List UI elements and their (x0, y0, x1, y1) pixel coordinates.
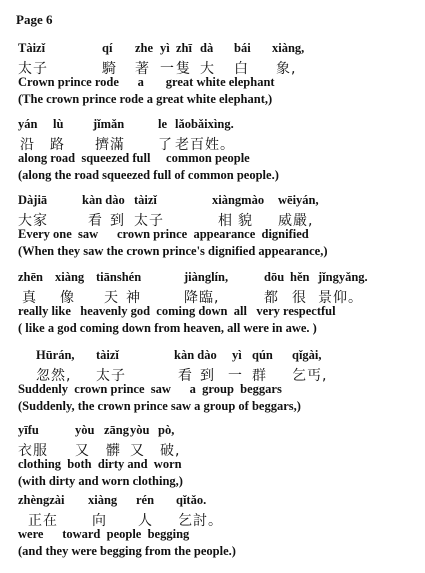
hanzi-word: 破, (160, 443, 181, 459)
pinyin-line (0, 270, 425, 287)
pinyin-word: hěn (290, 270, 310, 284)
pinyin-line (0, 423, 425, 440)
pinyin-line (0, 41, 425, 58)
translation-line (0, 92, 425, 109)
pinyin-word: lǎobǎixìng. (175, 117, 234, 131)
translation-line (0, 244, 425, 261)
pinyin-word: kàn dào (174, 348, 217, 362)
hanzi-word: 路 (50, 137, 65, 153)
pinyin-line (0, 493, 425, 510)
hanzi-word: 威嚴, (278, 213, 314, 229)
pinyin-word: zāng (104, 423, 129, 437)
hanzi-word: 都 (264, 290, 279, 306)
pinyin-line (0, 348, 425, 365)
pinyin-word: rén (136, 493, 155, 507)
pinyin-word: kàn dào (82, 193, 125, 207)
pinyin-word: yì (232, 348, 242, 362)
hanzi-word: 象, (276, 61, 297, 77)
pinyin-word: jiànglín, (184, 270, 229, 284)
hanzi-word: 很 (292, 290, 307, 306)
hanzi-line (0, 440, 425, 457)
pinyin-word: yòu (130, 423, 150, 437)
pinyin-word: qǐtǎo. (176, 493, 207, 507)
hanzi-word: 看 (178, 368, 193, 384)
hanzi-word: 又 (130, 443, 145, 459)
translation-text: (Suddenly, the crown prince saw a group of beggars,) (18, 399, 301, 413)
english-gloss-line (0, 151, 425, 168)
hanzi-word: 擠滿 (95, 137, 125, 153)
translation-text: (When they saw the crown prince's dignified appearance,) (18, 244, 328, 258)
pinyin-word: xiàngmào (212, 193, 265, 207)
hanzi-line (0, 365, 425, 382)
translation-text: (with dirty and worn clothing,) (18, 474, 183, 488)
english-gloss-line (0, 304, 425, 321)
gloss-text: really like heavenly god coming down all very respectful (18, 304, 336, 318)
pinyin-word: tiānshén (96, 270, 142, 284)
pinyin-word: le (158, 117, 168, 131)
pinyin-word: qǐgài, (292, 348, 322, 362)
pinyin-word: dōu (264, 270, 285, 284)
hanzi-word: 太子 (18, 61, 48, 77)
hanzi-word: 騎 (102, 61, 117, 77)
pinyin-word: yīfu (18, 423, 39, 437)
pinyin-word: tàizǐ (96, 348, 119, 362)
translation-text: (The crown prince rode a great white elephant,) (18, 92, 273, 106)
pinyin-word: Dàjiā (18, 193, 48, 207)
hanzi-word: 太子 (96, 368, 126, 384)
pinyin-line (0, 193, 425, 210)
english-gloss-line (0, 527, 425, 544)
hanzi-word: 正在 (28, 513, 58, 529)
english-gloss-line (0, 382, 425, 399)
pinyin-word: qún (252, 348, 273, 362)
hanzi-word: 乞討。 (178, 513, 223, 529)
hanzi-word: 真 (22, 290, 37, 306)
pinyin-word: yán (18, 117, 38, 131)
pinyin-word: Tàizǐ (18, 41, 46, 55)
pinyin-word: wēiyán, (278, 193, 319, 207)
hanzi-word: 太子 (134, 213, 164, 229)
hanzi-word: 降臨, (184, 290, 220, 306)
translation-text: (along the road squeezed full of common people.) (18, 168, 279, 182)
hanzi-word: 沿 (20, 137, 35, 153)
hanzi-word: 天 (104, 290, 119, 306)
hanzi-word: 大 (200, 61, 215, 77)
hanzi-word: 了 (158, 137, 173, 153)
english-gloss-line (0, 457, 425, 474)
translation-text: ( like a god coming down from heaven, all were in awe. ) (18, 321, 317, 335)
hanzi-word: 髒 (106, 443, 121, 459)
gloss-text: Every one saw crown prince appearance dignified (18, 227, 309, 241)
gloss-text: Suddenly crown prince saw a group beggars (18, 382, 282, 396)
hanzi-word: 人 (138, 513, 153, 529)
pinyin-word: tàizǐ (134, 193, 157, 207)
hanzi-line (0, 134, 425, 151)
hanzi-line (0, 287, 425, 304)
english-gloss-line (0, 227, 425, 244)
hanzi-word: 群 (252, 368, 267, 384)
gloss-text: clothing both dirty and worn (18, 457, 182, 471)
hanzi-word: 看 (88, 213, 103, 229)
hanzi-word: 相 (218, 213, 233, 229)
pinyin-word: jǐngyǎng. (318, 270, 368, 284)
pinyin-word: yì (160, 41, 170, 55)
pinyin-word: zhēn (18, 270, 43, 284)
translation-text: (and they were begging from the people.) (18, 544, 236, 558)
gloss-text: were toward people begging (18, 527, 190, 541)
gloss-text: along road squeezed full common people (18, 151, 250, 165)
translation-line (0, 321, 425, 338)
hanzi-line (0, 58, 425, 75)
pinyin-word: xiàng, (272, 41, 305, 55)
pinyin-word: bái (234, 41, 251, 55)
hanzi-word: 向 (92, 513, 107, 529)
hanzi-word: 老百姓。 (175, 137, 235, 153)
hanzi-line (0, 510, 425, 527)
pinyin-word: zhe (135, 41, 154, 55)
translation-line (0, 399, 425, 416)
hanzi-word: 又 (75, 443, 90, 459)
pinyin-word: dà (200, 41, 214, 55)
hanzi-line (0, 210, 425, 227)
hanzi-word: 到 (200, 368, 215, 384)
hanzi-word: 衣服 (18, 443, 48, 459)
pinyin-word: zhèngzài (18, 493, 65, 507)
hanzi-word: 貌 (238, 213, 253, 229)
hanzi-word: 到 (110, 213, 125, 229)
pinyin-word: zhī (176, 41, 192, 55)
pinyin-word: xiàng (55, 270, 85, 284)
pinyin-word: yòu (75, 423, 95, 437)
gloss-text: Crown prince rode a great white elephant (18, 75, 275, 89)
pinyin-word: lù (53, 117, 64, 131)
english-gloss-line (0, 75, 425, 92)
hanzi-word: 忽然, (36, 368, 72, 384)
hanzi-word: 景仰。 (318, 290, 363, 306)
hanzi-word: 神 (126, 290, 141, 306)
hanzi-word: 隻 (176, 61, 191, 77)
pinyin-word: qí (102, 41, 113, 55)
page-number: Page 6 (16, 12, 53, 27)
translation-line (0, 474, 425, 491)
translation-line (0, 168, 425, 185)
hanzi-word: 大家 (18, 213, 48, 229)
pinyin-line (0, 117, 425, 134)
pinyin-word: xiàng (88, 493, 118, 507)
hanzi-word: 一 (228, 368, 243, 384)
hanzi-word: 著 (135, 61, 150, 77)
hanzi-word: 一 (160, 61, 175, 77)
hanzi-word: 白 (234, 61, 249, 77)
translation-line (0, 544, 425, 561)
pinyin-word: pò, (158, 423, 175, 437)
hanzi-word: 像 (60, 290, 75, 306)
pinyin-word: jǐmǎn (93, 117, 125, 131)
hanzi-word: 乞丐, (292, 368, 328, 384)
pinyin-word: Hūrán, (36, 348, 75, 362)
